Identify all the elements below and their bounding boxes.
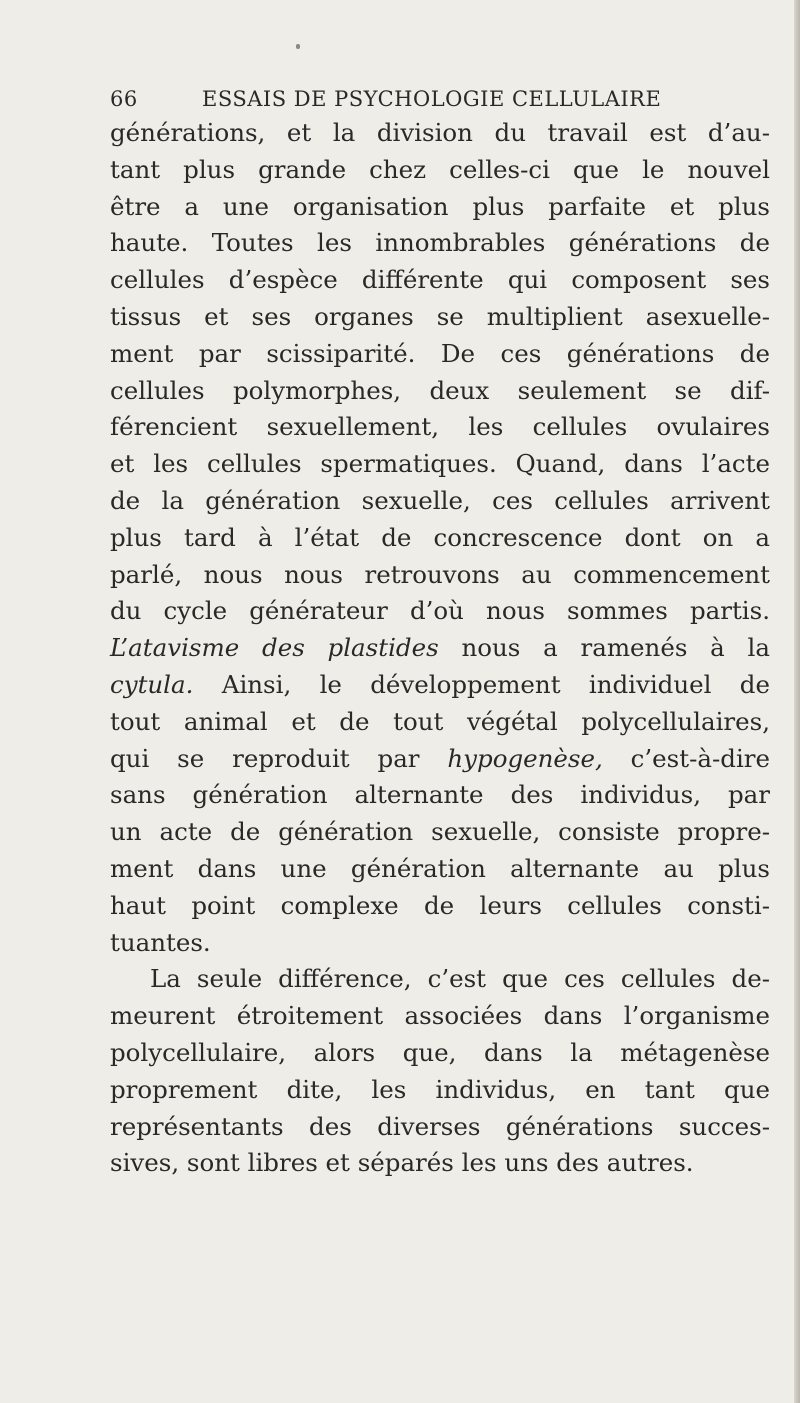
- text-line: tuantes.: [110, 927, 211, 957]
- text-line: parlé, nous nous retrouvons au commencement: [110, 559, 770, 589]
- text-line: ment par scissiparité. De ces générations de: [110, 338, 770, 368]
- text-line: plus tard à l’état de concrescence dont on a: [110, 522, 770, 552]
- page-edge-shadow: [794, 0, 800, 1403]
- italic-term: cytula.: [110, 669, 194, 699]
- text-line: représentants des diverses générations succes-: [110, 1111, 770, 1141]
- text-line: férencient sexuellement, les cellules ovulaires: [110, 412, 770, 442]
- text-run: nous a ramenés à la: [461, 633, 770, 663]
- italic-term: hypogenèse,: [447, 743, 603, 773]
- text-line: polycellulaire, alors que, dans la métagenèse: [110, 1037, 770, 1067]
- text-line: être a une organisation plus parfaite et plus: [110, 191, 770, 221]
- running-header: [110, 87, 690, 117]
- text-line: cellules polymorphes, deux seulement se dif-: [110, 375, 770, 405]
- text-line: sives, sont libres et séparés les uns des autres.: [110, 1148, 694, 1178]
- text-line: tissus et ses organes se multiplient asexuelle-: [110, 301, 770, 331]
- text-line: tout animal et de tout végétal polycellulaires,: [110, 706, 770, 736]
- text-line: cellules d’espèce différente qui composent ses: [110, 265, 770, 295]
- text-line: de la génération sexuelle, ces cellules arrivent: [110, 485, 770, 515]
- text-line: du cycle générateur d’où nous sommes partis.: [110, 596, 770, 626]
- text-line: ment dans une génération alternante au plus: [110, 853, 770, 883]
- running-title: ESSAIS DE PSYCHOLOGIE CELLULAIRE: [202, 87, 662, 111]
- italic-term: L’atavisme: [110, 633, 240, 663]
- text-line: meurent étroitement associées dans l’organisme: [110, 1001, 770, 1031]
- text-line: [110, 667, 770, 704]
- page-number: 66: [110, 87, 138, 111]
- text-run: qui se reproduit par: [110, 743, 420, 773]
- text-line: [110, 741, 770, 778]
- text-line: et les cellules spermatiques. Quand, dans l’acte: [110, 449, 770, 479]
- text-line: haut point complexe de leurs cellules consti-: [110, 890, 770, 920]
- text-line: générations, et la division du travail est d’au-: [110, 118, 770, 147]
- text-line: un acte de génération sexuelle, consiste propre-: [110, 817, 770, 847]
- text-line: La seule différence, c’est que ces cellules de-: [150, 964, 770, 994]
- text-line: tant plus grande chez celles-ci que le nouvel: [110, 154, 770, 184]
- text-line: sans génération alternante des individus, par: [110, 780, 770, 810]
- text-run: Ainsi, le développement individuel de: [221, 669, 770, 699]
- italic-term: des plastides: [262, 633, 439, 663]
- text-run: c’est-à-dire: [630, 743, 770, 773]
- text-line: haute. Toutes les innombrables générations de: [110, 228, 770, 258]
- text-line: proprement dite, les individus, en tant que: [110, 1074, 770, 1104]
- ink-speck: [296, 44, 300, 49]
- body-text: [110, 115, 770, 1182]
- text-line: [110, 630, 770, 667]
